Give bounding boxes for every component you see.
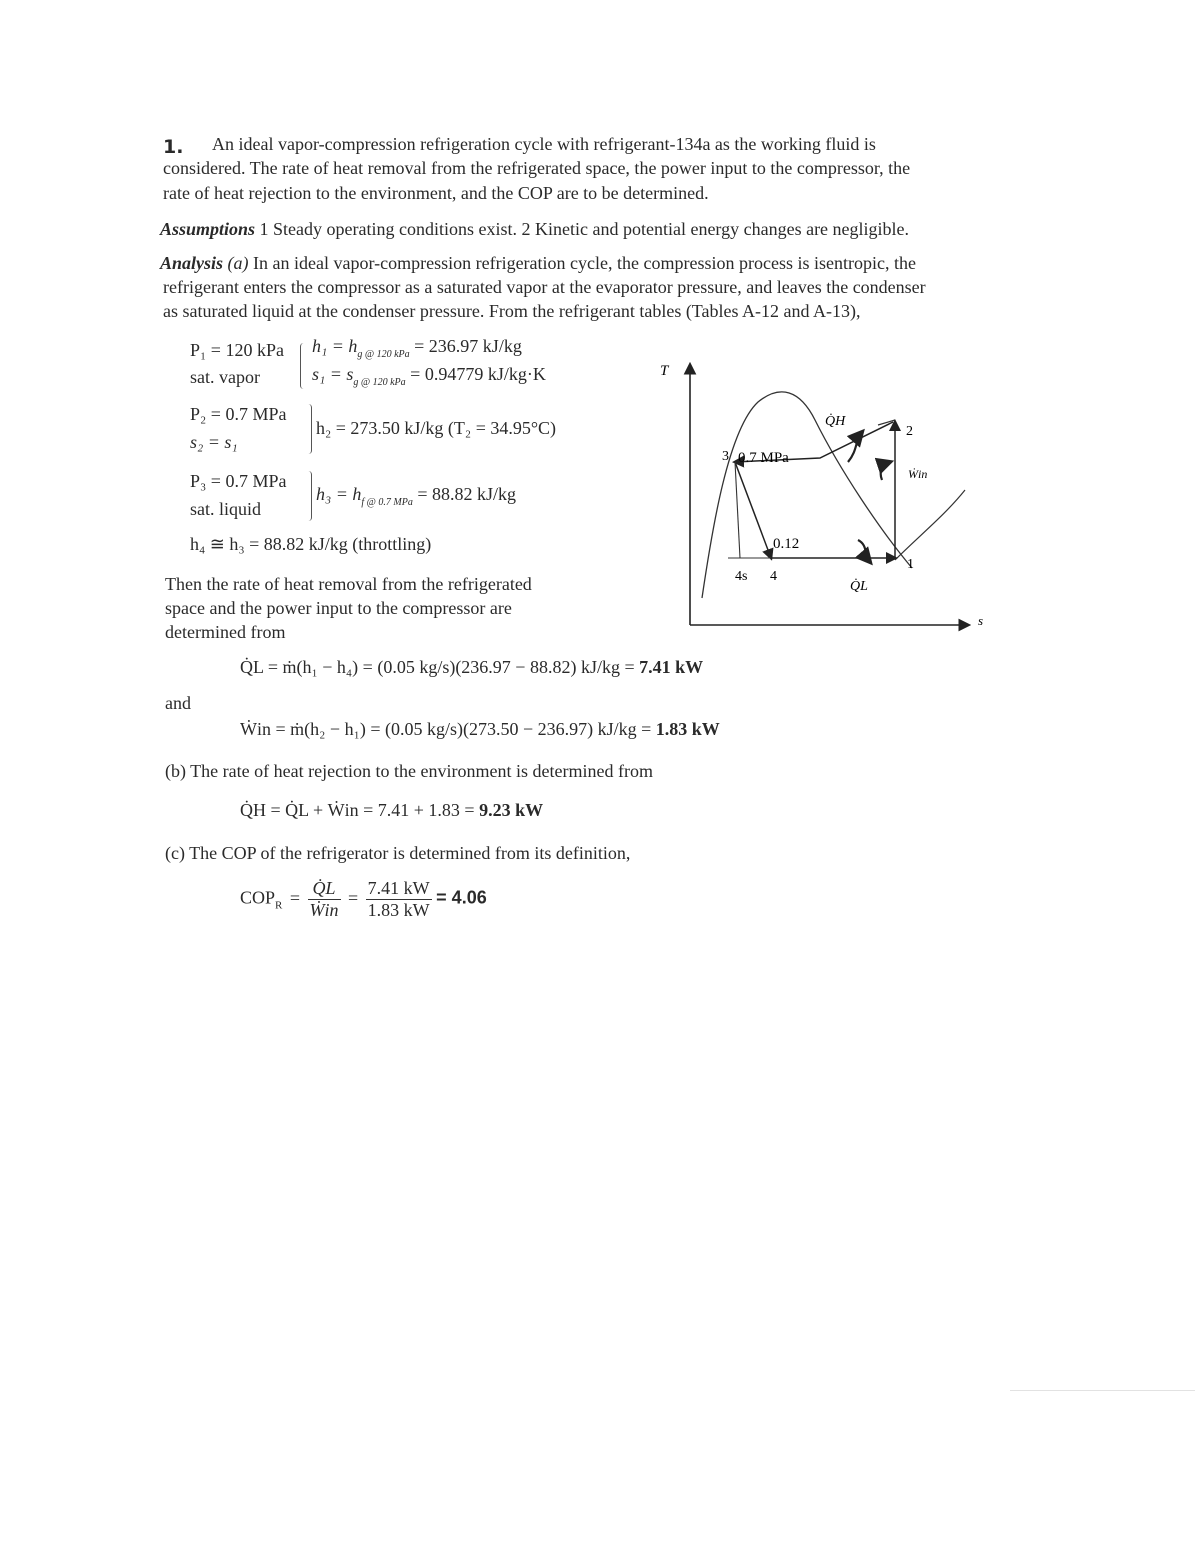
saturation-dome: [702, 392, 912, 598]
intro-line-1: An ideal vapor-compression refrigeration cycle with refrigerant-134a as the working fluid is: [212, 134, 876, 154]
label-state-2: 2: [906, 424, 913, 439]
state3-h-lhs: h₃ = h: [316, 484, 362, 504]
equation-win: [240, 719, 720, 740]
analysis-part: (a): [227, 253, 249, 273]
state2-enthalpy: h₂ = 273.50 kJ/kg (T₂ = 34.95°C): [316, 418, 557, 438]
state3-h-sub: f @ 0.7 MPa: [361, 497, 413, 508]
label-low-pressure: 0.12: [773, 536, 800, 552]
state1-entropy: [312, 364, 546, 388]
label-state-4: 4: [770, 569, 777, 584]
scan-artifact-line: [1010, 1390, 1195, 1391]
state3-brace: [305, 471, 312, 521]
equation-ql: [240, 657, 703, 678]
label-qh: Q̇H: [825, 414, 846, 429]
assumptions-paragraph: [160, 218, 909, 241]
analysis-line-2: refrigerant enters the compressor as a saturated vapor at the evaporator pressure, and leaves the condenser: [163, 277, 926, 297]
isentropic-4s-line: [735, 462, 740, 558]
cop-num-symbol: Q̇L: [308, 878, 341, 900]
problem-number: 1.: [163, 136, 184, 158]
cop-value-fraction: [366, 878, 432, 921]
assumptions-label: Assumptions: [160, 219, 256, 239]
cop-num-value: 7.41 kW: [367, 878, 430, 898]
state1-s-value: = 0.94779 kJ/kg·K: [410, 364, 546, 384]
state3-h-value: = 88.82 kJ/kg: [417, 484, 516, 504]
state1-brace: [300, 343, 307, 389]
cop-den-symbol: Ẇin: [309, 900, 339, 920]
equation-qh-result: 9.23 kW: [479, 800, 544, 820]
state3-pressure: P₃ = 0.7 MPa: [190, 471, 287, 491]
label-ql: Q̇L: [850, 579, 868, 594]
state2-brace: [305, 404, 312, 454]
equation-win-result: 1.83 kW: [655, 719, 720, 739]
state1-condition: sat. vapor: [190, 367, 260, 387]
then-line-1: Then the rate of heat removal from the refrigerated: [165, 574, 532, 594]
qh-arrow: [848, 432, 862, 462]
analysis-line-1: [160, 252, 916, 275]
label-state-1: 1: [907, 557, 914, 572]
t-axis-label: T: [660, 363, 669, 379]
label-state-3: 3: [722, 449, 729, 464]
assumptions-text: 1 Steady operating conditions exist. 2 Kinetic and potential energy changes are negligible.: [259, 219, 910, 239]
equation-ql-result: 7.41 kW: [639, 657, 704, 677]
then-line-2: space and the power input to the compressor are: [165, 598, 512, 618]
state2-pressure: P₂ = 0.7 MPa: [190, 404, 287, 424]
low-pressure-line: [895, 490, 965, 560]
cop-result: = 4.06: [436, 887, 487, 908]
intro-line-3: rate of heat rejection to the environment, and the COP are to be determined.: [163, 183, 709, 203]
equation-ql-lhs: Q̇L = ṁ(h₁ − h₄) = (0.05 kg/s)(236.97 − 88.82) kJ/kg =: [240, 657, 640, 677]
intro-line-2: considered. The rate of heat removal from the refrigerated space, the power input to the compressor, the: [163, 158, 911, 178]
state2-condition: s₂ = s₁: [190, 432, 238, 452]
state1-pressure: P₁ = 120 kPa: [190, 340, 284, 360]
cop-symbol-fraction: [308, 878, 341, 921]
then-line-3: determined from: [165, 622, 286, 642]
state1-s-sub: g @ 120 kPa: [353, 377, 406, 388]
part-c-text: (c) The COP of the refrigerator is determined from its definition,: [165, 843, 631, 863]
state1-h-sub: g @ 120 kPa: [357, 349, 410, 360]
cop-label: COP: [240, 887, 276, 908]
state3-condition: sat. liquid: [190, 499, 261, 519]
state4-enthalpy: h₄ ≅ h₃ = 88.82 kJ/kg (throttling): [190, 534, 432, 554]
throttling-line: [735, 462, 771, 558]
state1-s-lhs: s₁ = s: [312, 364, 354, 384]
cop-den-value: 1.83 kW: [367, 900, 430, 920]
ts-diagram: [640, 350, 1010, 640]
analysis-text-1: In an ideal vapor-compression refrigeration cycle, the compression process is isentropic, the: [248, 253, 916, 273]
label-state-4s: 4s: [735, 569, 748, 584]
label-high-pressure: 0.7 MPa: [738, 450, 789, 466]
analysis-line-3: as saturated liquid at the condenser pressure. From the refrigerant tables (Tables A-12 and A-13),: [163, 301, 861, 321]
equation-qh-lhs: Q̇H = Q̇L + Ẇin = 7.41 + 1.83 =: [240, 800, 480, 820]
and-label: and: [165, 693, 191, 713]
part-b-text: (b) The rate of heat rejection to the environment is determined from: [165, 761, 653, 781]
equation-win-lhs: Ẇin = ṁ(h₂ − h₁) = (0.05 kg/s)(273.50 − 236.97) kJ/kg =: [240, 719, 656, 739]
state1-h-value: = 236.97 kJ/kg: [414, 336, 522, 356]
cop-equation: $COP_R$ = $\frac{Q̇L}{Ẇin}$ = $\frac{7.41 kW}{1.83 kW}$ = 4.06: [240, 878, 487, 920]
s-axis-label: s: [978, 613, 984, 628]
label-win: Ẇin: [908, 467, 928, 481]
state3-enthalpy: [316, 484, 516, 508]
state1-h-lhs: h₁ = h: [312, 336, 358, 356]
win-arrow: [881, 462, 890, 480]
equation-qh: [240, 800, 543, 821]
state1-enthalpy: [312, 336, 522, 360]
analysis-label: Analysis: [160, 253, 224, 273]
cop-label-sub: R: [275, 899, 283, 912]
